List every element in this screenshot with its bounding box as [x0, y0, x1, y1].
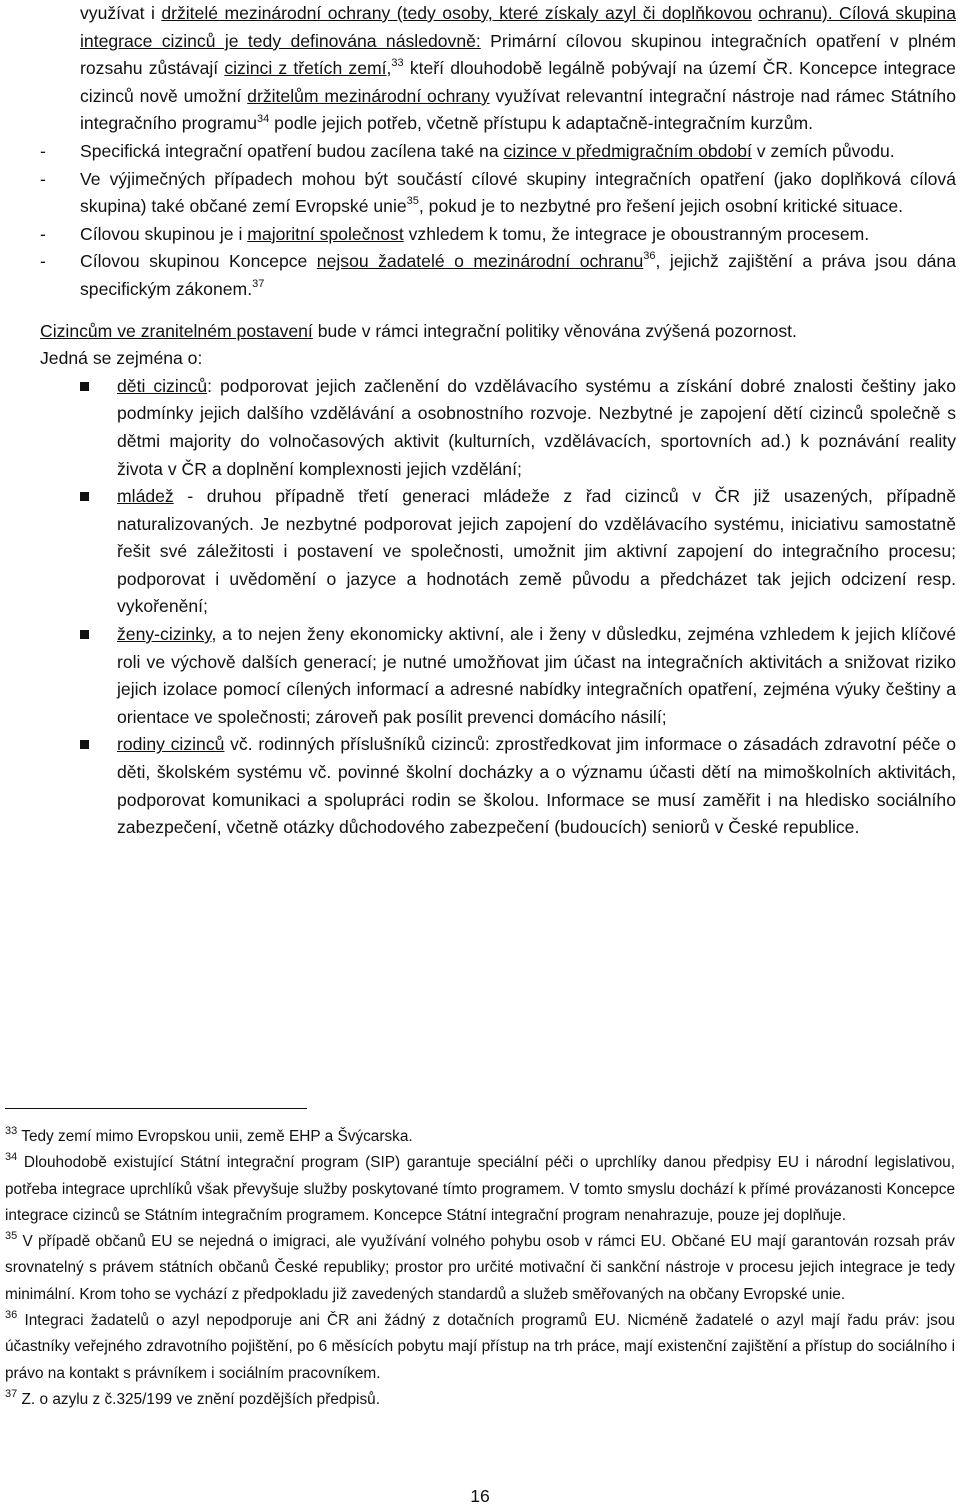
footnote-33: $^{33}$ Tedy zemí mimo Evropskou unii, země EHP a Švýcarska.	[5, 1124, 413, 1145]
footnote-35: $^{35}$ V případě občanů EU se nejedná o imigraci, ale využívání volného pohybu osob v rámci EU. Občané EU mají garantován rozsah práv srovnatelný s právem státních občanů České republiky; prostor pro určité motivační či sankční nástroje v procesu jejich integrace je tedy minimální. Krom toho se vychází z předpokladu již zavedených standardů a služeb směřovaných na občany Evropské unie.	[5, 1230, 955, 1303]
dash-item: - Ve výjimečných případech mohou být součástí cílové skupiny integračních opatření (jako doplňková cílová skupina) také občané zemí Evropské unie$^{35}$, pokud je to nezbytné pro řešení jejich osobní kritické situace.	[40, 166, 956, 221]
dash-item: - Cílovou skupinou je i majoritní společnost vzhledem k tomu, že integrace je oboustranným procesem.	[40, 221, 956, 249]
dash-item: - Cílovou skupinou Koncepce nejsou žadatelé o mezinárodní ochranu$^{36}$, jejichž zajištění a práva jsou dána specifickým zákonem.$^{37}$	[40, 248, 956, 303]
intro-text: Primární cílovou skupinou integračních opatření v plném rozsahu zůstávají	[80, 30, 956, 79]
square-bullet-icon	[80, 382, 89, 391]
footnote-34: $^{34}$ Dlouhodobě existující Státní integrační program (SIP) garantuje speciální péči o uprchlíky danou předpisy EU i národní legislativou, potřeba integrace uprchlíků však převyšuje služby poskytované tímto programem. V tomto smyslu dochází k přímé provázanosti Koncepce integrace cizinců se Státním integračním programem. Koncepce Státní integrační program nenahrazuje, pouze jej doplňuje.	[5, 1151, 955, 1224]
footnotes	[5, 1124, 955, 1413]
underlined-vulnerable: Cizincům ve zranitelném postavení	[40, 320, 313, 341]
dash-marker: -	[40, 140, 46, 161]
footnote-separator	[5, 1108, 307, 1109]
dash-marker: -	[40, 251, 46, 272]
vulnerable-intro: Jedná se zejména o:	[40, 348, 203, 369]
intro-underlined-third-country: cizinci z třetích zemí,	[224, 58, 392, 79]
footnote-ref-33[interactable]: 33	[391, 57, 404, 70]
bullet-item-children: děti cizinců: podporovat jejich začlenění do vzdělávacího systému a získání dobré znalosti češtiny jako podmínky jejich dalšího vzdělávání a osobnostního rozvoje. Nezbytné je zapojení dětí cizinců společně s dětmi majority do volnočasových aktivit (kulturních, vzdělávacích, sportovních ad.) k poznávání reality života v ČR a doplnění komplexnosti jejich vzdělání;	[40, 373, 956, 483]
bullet-item-families: rodiny cizinců vč. rodinných příslušníků cizinců: zprostředkovat jim informace o zásadách zdravotní péče o děti, školském systému vč. povinné školní docházky a o významu účasti dětí na mimoškolních aktivitách, podporovat komunikaci a spolupráci rodin se školou. Informace se musí zaměřit i na hledisko sociálního zabezpečení, včetně otázky důchodového zabezpečení (budoucích) seniorů v České republice.	[40, 731, 956, 841]
square-bullet-icon	[80, 740, 89, 749]
bullet-item-women: ženy-cizinky, a to nejen ženy ekonomicky aktivní, ale i ženy v důsledku, zejména vzhledem k jejich klíčové roli ve výchově dalších generací; je nutné umožňovat jim účast na integračních aktivitách a snižovat riziko jejich izolace pomocí cílených informací a adresné nabídky integračních opatření, zejména výuky češtiny a orientace ve společnosti; zároveň pak posílit prevenci domácího násilí;	[40, 621, 956, 731]
intro-paragraph	[80, 0, 956, 138]
intro-underlined-definition: ochranu). Cílová skupina integrace cizinců je tedy definována následovně:	[80, 3, 956, 51]
footnote-36: $^{36}$ Integraci žadatelů o azyl nepodporuje ani ČR ani žádný z dotačních programů EU. Nicméně žadatelé o azyl mají řadu práv: jsou účastníky veřejného zdravotního pojištění, po 6 měsících pobytu mají přístup na trh práce, mají existenční zajištění a přístup do sociálního i právo na kontakt s právníkem i sociálním pracovníkem.	[5, 1308, 955, 1382]
page-number: 16	[470, 1486, 490, 1506]
dash-marker: -	[40, 168, 46, 189]
intro-text: kteří dlouhodobě legálně pobývají na území ČR. Koncepce integrace cizinců nově umožní	[80, 58, 956, 106]
intro-text: využívat i	[80, 3, 162, 23]
footnote-ref-34[interactable]: 34	[257, 112, 270, 125]
footnote-ref-35[interactable]: 35	[406, 195, 419, 208]
intro-underlined-protection: držitelům mezinárodní ochrany	[247, 85, 490, 106]
underlined-asylum-seekers: nejsou žadatelé o mezinárodní ochranu	[316, 251, 644, 272]
vulnerable-paragraph: Cizincům ve zranitelném postavení bude v rámci integrační politiky věnována zvýšená pozornost.	[40, 320, 797, 341]
square-bullet-icon	[80, 630, 89, 639]
intro-text: podle jejich potřeb, včetně přístupu k adaptačně-integračním kurzům.	[269, 113, 814, 134]
intro-underlined-holders: držitelé mezinárodní ochrany (tedy osoby, které získaly azyl či doplňkovou	[161, 3, 752, 23]
dash-marker: -	[40, 223, 46, 244]
underlined-majority: majoritní společnost	[247, 223, 404, 244]
square-bullet-icon	[80, 492, 89, 501]
footnote-37: $^{37}$ Z. o azylu z č.325/199 ve znění pozdějších předpisů.	[5, 1387, 380, 1408]
dash-item: - Specifická integrační opatření budou zacílena také na cizince v předmigračním období v zemích původu.	[40, 138, 956, 166]
underlined-premigration: cizince v předmigračním období	[503, 140, 752, 161]
main-text	[40, 0, 956, 842]
footnote-ref-37[interactable]: 37	[252, 278, 265, 291]
footnote-ref-36[interactable]: 36	[643, 250, 656, 263]
intro-text: využívat relevantní integrační nástroje nad rámec Státního integračního programu	[80, 85, 957, 134]
bullet-item-youth: mládež - druhou případně třetí generaci mládeže z řad cizinců v ČR již usazených, případně naturalizovaných. Je nezbytné podporovat jejich zapojení do vzdělávacího systému, iniciativu samostatně řešit své záležitosti i postavení ve společnosti, umožnit jim aktivní zapojení do integračního procesu; podporovat i uvědomění o jazyce a hodnotách země původu a předcházet tak jejich odcizení resp. vykořenění;	[40, 483, 956, 621]
